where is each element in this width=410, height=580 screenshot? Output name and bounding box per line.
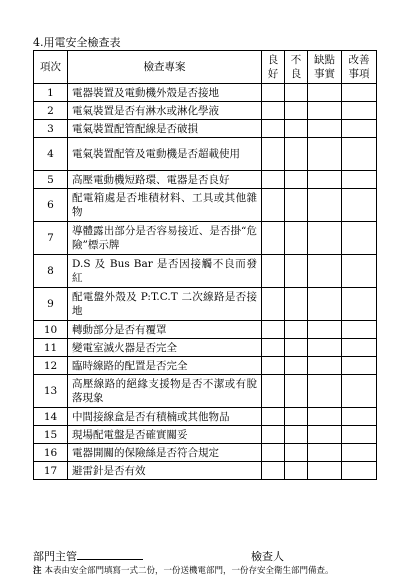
row-no: 9 (34, 288, 68, 321)
table-row (34, 375, 377, 408)
row-item: 電器裝置及電動機外殼是否接地 (68, 84, 262, 102)
table-row (34, 120, 377, 138)
defect-cell[interactable] (308, 288, 342, 321)
table-row (34, 357, 377, 375)
improve-cell[interactable] (342, 426, 377, 444)
defect-cell[interactable] (308, 444, 342, 462)
row-item: 避雷針是否有效 (68, 462, 262, 480)
row-no: 4 (34, 138, 68, 171)
good-cell[interactable] (262, 120, 285, 138)
bad-cell[interactable] (285, 189, 308, 222)
bad-cell[interactable] (285, 120, 308, 138)
table-row (34, 189, 377, 222)
good-cell[interactable] (262, 138, 285, 171)
improve-cell[interactable] (342, 255, 377, 288)
row-no: 13 (34, 375, 68, 408)
defect-cell[interactable] (308, 222, 342, 255)
defect-cell[interactable] (308, 171, 342, 189)
header-no: 項次 (34, 51, 68, 84)
row-item: 電氣裝置配管及電動機是否超載使用 (68, 138, 262, 171)
defect-cell[interactable] (308, 462, 342, 480)
bad-cell[interactable] (285, 222, 308, 255)
row-no: 16 (34, 444, 68, 462)
row-no: 15 (34, 426, 68, 444)
good-cell[interactable] (262, 288, 285, 321)
bad-cell[interactable] (285, 462, 308, 480)
defect-cell[interactable] (308, 120, 342, 138)
row-no: 12 (34, 357, 68, 375)
row-item: 電氣裝置配管配線是否破損 (68, 120, 262, 138)
bad-cell[interactable] (285, 426, 308, 444)
table-row (34, 255, 377, 288)
good-cell[interactable] (262, 84, 285, 102)
improve-cell[interactable] (342, 339, 377, 357)
row-no: 7 (34, 222, 68, 255)
improve-cell[interactable] (342, 102, 377, 120)
table-row (34, 288, 377, 321)
defect-cell[interactable] (308, 408, 342, 426)
good-cell[interactable] (262, 339, 285, 357)
note-text: 本表由安全部門填寫一式二份，一份送機電部門，一份存安全衛生部門備查。 (44, 566, 334, 576)
supervisor-label: 部門主管 (33, 550, 77, 563)
improve-cell[interactable] (342, 357, 377, 375)
header-improve: 改善事項 (342, 51, 377, 84)
table-row (34, 138, 377, 171)
form-title: 4.用電安全檢查表 (33, 36, 121, 49)
good-cell[interactable] (262, 375, 285, 408)
improve-cell[interactable] (342, 408, 377, 426)
row-item: 中間接線盒是否有積楠或其他物品 (68, 408, 262, 426)
row-no: 17 (34, 462, 68, 480)
defect-cell[interactable] (308, 339, 342, 357)
row-item: 電氣裝置是否有淋水或淋化學液 (68, 102, 262, 120)
bad-cell[interactable] (285, 408, 308, 426)
row-item: 高壓線路的絕緣支援物是否不潔或有脫落現象 (68, 375, 262, 408)
row-no: 10 (34, 321, 68, 339)
good-cell[interactable] (262, 462, 285, 480)
improve-cell[interactable] (342, 222, 377, 255)
defect-cell[interactable] (308, 84, 342, 102)
table-row (34, 426, 377, 444)
row-no: 8 (34, 255, 68, 288)
header-defect: 缺點事實 (308, 51, 342, 84)
defect-cell[interactable] (308, 321, 342, 339)
defect-cell[interactable] (308, 102, 342, 120)
row-no: 6 (34, 189, 68, 222)
header-bad: 不良 (285, 51, 308, 84)
improve-cell[interactable] (342, 120, 377, 138)
bad-cell[interactable] (285, 84, 308, 102)
table-row (34, 321, 377, 339)
row-item: 變電室滅火器是否完全 (68, 339, 262, 357)
improve-cell[interactable] (342, 138, 377, 171)
note-label: 注 (33, 566, 42, 576)
table-row (34, 339, 377, 357)
improve-cell[interactable] (342, 462, 377, 480)
good-cell[interactable] (262, 444, 285, 462)
table-row (34, 408, 377, 426)
bad-cell[interactable] (285, 102, 308, 120)
row-item: 配電盤外殼及 P:T.C.T 二次線路是否接地 (68, 288, 262, 321)
header-good: 良好 (262, 51, 285, 84)
improve-cell[interactable] (342, 84, 377, 102)
row-item: 臨時線路的配置是否完全 (68, 357, 262, 375)
good-cell[interactable] (262, 357, 285, 375)
improve-cell[interactable] (342, 171, 377, 189)
table-row (34, 171, 377, 189)
table-header-row (34, 51, 377, 84)
row-no: 3 (34, 120, 68, 138)
bad-cell[interactable] (285, 444, 308, 462)
defect-cell[interactable] (308, 375, 342, 408)
good-cell[interactable] (262, 171, 285, 189)
supervisor-signature-line[interactable] (77, 548, 143, 560)
inspection-table (33, 50, 377, 480)
signature-footer (33, 548, 376, 564)
row-item: 轉動部分是否有覆罩 (68, 321, 262, 339)
row-item: 配電箱處是否堆積材料、工具或其他雜物 (68, 189, 262, 222)
bad-cell[interactable] (285, 255, 308, 288)
bad-cell[interactable] (285, 339, 308, 357)
row-item: D.S 及 Bus Bar 是否因接觸不良而發紅 (68, 255, 262, 288)
row-no: 14 (34, 408, 68, 426)
row-no: 2 (34, 102, 68, 120)
good-cell[interactable] (262, 189, 285, 222)
improve-cell[interactable] (342, 189, 377, 222)
row-item: 現場配電盤是否確實關妥 (68, 426, 262, 444)
form-note (33, 564, 334, 576)
row-item: 電器開關的保險絲是否符合規定 (68, 444, 262, 462)
improve-cell[interactable] (342, 321, 377, 339)
table-row (34, 102, 377, 120)
bad-cell[interactable] (285, 171, 308, 189)
good-cell[interactable] (262, 102, 285, 120)
bad-cell[interactable] (285, 288, 308, 321)
good-cell[interactable] (262, 426, 285, 444)
row-no: 1 (34, 84, 68, 102)
good-cell[interactable] (262, 408, 285, 426)
good-cell[interactable] (262, 321, 285, 339)
defect-cell[interactable] (308, 189, 342, 222)
table-row (34, 84, 377, 102)
header-item: 檢查專案 (68, 51, 262, 84)
good-cell[interactable] (262, 222, 285, 255)
defect-cell[interactable] (308, 357, 342, 375)
good-cell[interactable] (262, 255, 285, 288)
bad-cell[interactable] (285, 357, 308, 375)
row-no: 5 (34, 171, 68, 189)
inspector-label: 檢查人 (251, 550, 284, 563)
table-row (34, 462, 377, 480)
defect-cell[interactable] (308, 255, 342, 288)
row-no: 11 (34, 339, 68, 357)
row-item: 導體露出部分是否容易接近、是否掛“危險”標示牌 (68, 222, 262, 255)
improve-cell[interactable] (342, 375, 377, 408)
row-item: 高壓電動機短路環、電器是否良好 (68, 171, 262, 189)
improve-cell[interactable] (342, 288, 377, 321)
defect-cell[interactable] (308, 426, 342, 444)
bad-cell[interactable] (285, 375, 308, 408)
table-row (34, 444, 377, 462)
table-row (34, 222, 377, 255)
defect-cell[interactable] (308, 138, 342, 171)
bad-cell[interactable] (285, 138, 308, 171)
improve-cell[interactable] (342, 444, 377, 462)
bad-cell[interactable] (285, 321, 308, 339)
